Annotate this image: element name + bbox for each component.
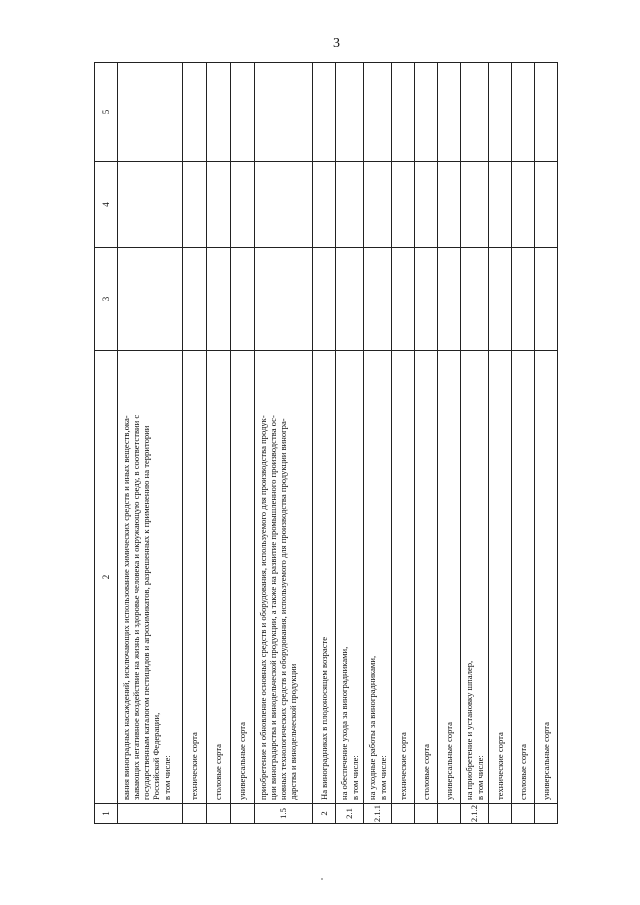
- row-description: [392, 351, 415, 804]
- value-cell-4: [231, 162, 255, 248]
- value-cell-5: [415, 63, 438, 162]
- page-number: 3: [333, 36, 340, 51]
- row-description: [336, 351, 364, 804]
- value-cell-5: [207, 63, 231, 162]
- row-number: [183, 804, 207, 824]
- value-cell-5: [461, 63, 489, 162]
- row-number: [207, 804, 231, 824]
- header-col-4: 4: [95, 162, 118, 248]
- description-line: дарства и винодельческой продукции: [288, 663, 299, 800]
- row-number: [415, 804, 438, 824]
- row-number: [535, 804, 558, 824]
- description-line: технические сорта: [189, 732, 200, 800]
- value-cell-4: [392, 162, 415, 248]
- row-number: 1.5: [255, 804, 313, 824]
- value-cell-5: [255, 63, 313, 162]
- description-line: в том числе:: [474, 755, 485, 800]
- value-cell-3: [364, 248, 392, 351]
- description-line: на обеспечение ухода за виноградниками,: [339, 646, 350, 800]
- value-cell-3: [313, 248, 336, 351]
- data-table: [94, 62, 558, 824]
- value-cell-3: [461, 248, 489, 351]
- header-col-1: 1: [95, 804, 118, 824]
- table-row: [512, 63, 535, 824]
- row-description: [364, 351, 392, 804]
- row-number: 2.1.1: [364, 804, 392, 824]
- row-description: [438, 351, 461, 804]
- description-line: универсальные сорта: [443, 722, 454, 800]
- table-row: [461, 63, 489, 824]
- value-cell-3: [231, 248, 255, 351]
- value-cell-3: [336, 248, 364, 351]
- description-line: в том числе:: [349, 755, 360, 800]
- scan-dot: [321, 878, 323, 880]
- table-row: [535, 63, 558, 824]
- table-row: [489, 63, 512, 824]
- value-cell-5: [392, 63, 415, 162]
- header-col-5: 5: [95, 63, 118, 162]
- value-cell-5: [336, 63, 364, 162]
- value-cell-4: [535, 162, 558, 248]
- value-cell-3: [512, 248, 535, 351]
- description-line: приобретение и обновление основных средств и оборудования, используемого для производства продук-: [258, 415, 268, 800]
- description-line: Российской Федерации,: [151, 712, 162, 800]
- value-cell-4: [255, 162, 313, 248]
- value-cell-3: [183, 248, 207, 351]
- description-line: технические сорта: [494, 732, 505, 800]
- value-cell-4: [313, 162, 336, 248]
- description-line: зывающих негативное воздействие на жизнь и здоровье человека и окружающую среду, в соответствии с: [131, 414, 142, 800]
- description-line: ции виноградарства и винодельческой продукции, а также на развитие промышленного производства ос-: [268, 415, 279, 800]
- value-cell-3: [392, 248, 415, 351]
- value-cell-4: [207, 162, 231, 248]
- value-cell-3: [118, 248, 183, 351]
- header-col-2: 2: [95, 351, 118, 804]
- row-description: [255, 351, 313, 804]
- row-number: [231, 804, 255, 824]
- rotated-table-container: [94, 62, 623, 824]
- description-line: универсальные сорта: [237, 722, 248, 800]
- row-description: [512, 351, 535, 804]
- value-cell-3: [415, 248, 438, 351]
- row-description: [118, 351, 183, 804]
- table-row: [207, 63, 231, 824]
- row-number: [118, 804, 183, 824]
- table-row: [231, 63, 255, 824]
- value-cell-5: [118, 63, 183, 162]
- table-row: [118, 63, 183, 824]
- description-line: На виноградниках в плодоносящем возрасте: [318, 636, 329, 800]
- description-line: вания виноградных насаждений, исключающих использование химических средств и иных веществ,ока-: [121, 415, 131, 800]
- table-row: [183, 63, 207, 824]
- row-number: [438, 804, 461, 824]
- row-description: [461, 351, 489, 804]
- table-row: [415, 63, 438, 824]
- value-cell-5: [231, 63, 255, 162]
- value-cell-5: [535, 63, 558, 162]
- row-description: [415, 351, 438, 804]
- row-number: [489, 804, 512, 824]
- value-cell-5: [438, 63, 461, 162]
- value-cell-5: [512, 63, 535, 162]
- value-cell-3: [255, 248, 313, 351]
- value-cell-5: [489, 63, 512, 162]
- row-number: [512, 804, 535, 824]
- description-line: в том числе:: [377, 755, 388, 800]
- table-row: [255, 63, 313, 824]
- value-cell-4: [183, 162, 207, 248]
- row-number: 2.1.2: [461, 804, 489, 824]
- table-row: [364, 63, 392, 824]
- value-cell-4: [461, 162, 489, 248]
- description-line: государственным каталогом пестицидов и агрохимикатов, разрешенных к применению на территории: [141, 425, 152, 800]
- value-cell-3: [438, 248, 461, 351]
- value-cell-4: [336, 162, 364, 248]
- row-description: [231, 351, 255, 804]
- row-number: 2.1: [336, 804, 364, 824]
- header-row: [95, 63, 118, 824]
- description-line: столовые сорта: [420, 744, 431, 800]
- value-cell-5: [364, 63, 392, 162]
- description-line: технические сорта: [397, 732, 408, 800]
- value-cell-5: [183, 63, 207, 162]
- header-col-3: 3: [95, 248, 118, 351]
- row-description: [489, 351, 512, 804]
- value-cell-5: [313, 63, 336, 162]
- table-row: [438, 63, 461, 824]
- value-cell-3: [489, 248, 512, 351]
- row-number: [392, 804, 415, 824]
- table-row: [392, 63, 415, 824]
- row-description: [183, 351, 207, 804]
- row-number: 2: [313, 804, 336, 824]
- value-cell-3: [535, 248, 558, 351]
- value-cell-4: [364, 162, 392, 248]
- row-description: [535, 351, 558, 804]
- row-description: [313, 351, 336, 804]
- description-line: на приобретение и установку шпалер,: [464, 660, 475, 800]
- description-line: столовые сорта: [213, 744, 224, 800]
- value-cell-4: [512, 162, 535, 248]
- value-cell-4: [438, 162, 461, 248]
- table-row: [336, 63, 364, 824]
- row-description: [207, 351, 231, 804]
- value-cell-4: [415, 162, 438, 248]
- table-row: [313, 63, 336, 824]
- value-cell-4: [489, 162, 512, 248]
- description-line: в том числе:: [161, 755, 172, 800]
- description-line: новных технологических средств и оборудования, используемого для производства продукции виногра-: [278, 418, 289, 800]
- value-cell-3: [207, 248, 231, 351]
- description-line: на уходные работы за виноградниками,: [367, 655, 378, 800]
- description-line: универсальные сорта: [540, 722, 551, 800]
- value-cell-4: [118, 162, 183, 248]
- description-line: столовые сорта: [517, 744, 528, 800]
